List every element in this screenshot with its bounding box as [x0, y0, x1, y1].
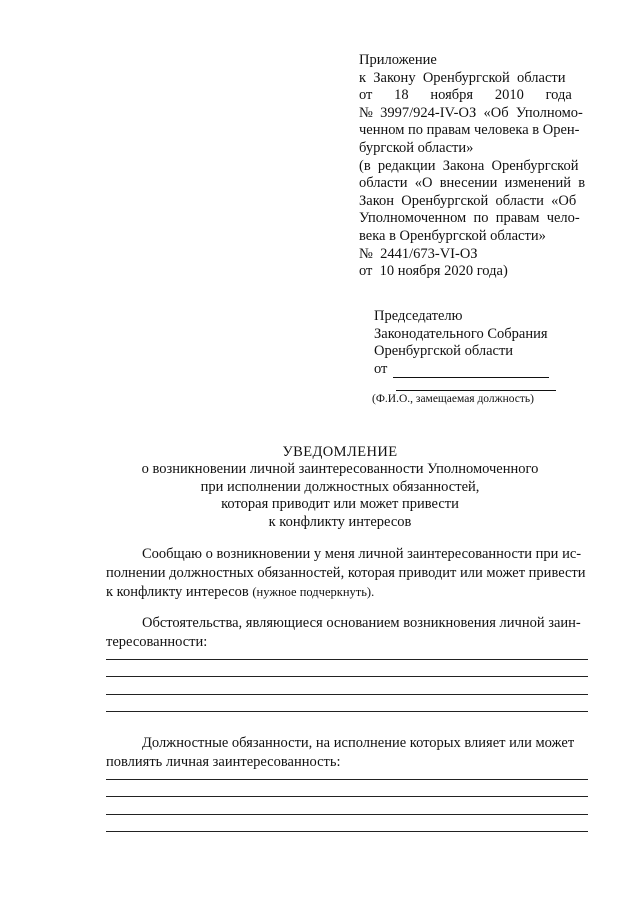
appendix-line: к Закону Оренбургской области [359, 69, 566, 86]
fill-line[interactable] [106, 659, 588, 660]
fill-line[interactable] [106, 711, 588, 712]
addressee-block [374, 308, 574, 378]
paragraph-duties [106, 734, 592, 772]
paragraph-line: повлиять личная заинтересованность: [106, 754, 341, 770]
notice-subtitle: которая приводит или может привести [221, 496, 459, 513]
appendix-line: Уполномоченном по правам чело- [359, 210, 580, 227]
paragraph-line: Должностные обязанности, на исполнение которых влияет или может [142, 735, 575, 751]
addressee-line: Законодательного Собрания [374, 325, 548, 342]
paragraph-line: Сообщаю о возникновении у меня личной заинтересованности при ис- [142, 546, 582, 562]
paragraph-line: Обстоятельства, являющиеся основанием возникновения личной заин- [142, 615, 581, 631]
paragraph-circumstances [106, 614, 592, 652]
fill-line[interactable] [106, 676, 588, 677]
appendix-line: (в редакции Закона Оренбургской [359, 157, 579, 174]
notice-subtitle: при исполнении должностных обязанностей, [200, 478, 480, 495]
paragraph-line: тересованности: [106, 634, 208, 650]
appendix-line: от 18 ноября 2010 года [359, 87, 572, 104]
appendix-line: ченном по правам человека в Орен- [359, 122, 580, 139]
appendix-line: № 2441/673-VI-ОЗ [359, 245, 478, 262]
addressee-line: Оренбургской области [374, 343, 514, 360]
paragraph-line: полнении должностных обязанностей, которая приводит или может привести [106, 565, 586, 581]
from-row [374, 361, 574, 379]
name-caption: (Ф.И.О., замещаемая должность) [372, 393, 534, 405]
paragraph-conflict [106, 545, 592, 602]
paragraph-line [106, 583, 592, 602]
name-fill-line[interactable] [396, 390, 556, 391]
addressee-line: Председателю [374, 308, 463, 324]
appendix-line: бургской области» [359, 139, 474, 156]
appendix-line: века в Оренбургской области» [359, 227, 546, 244]
notice-title: УВЕДОМЛЕНИЕ [282, 444, 398, 460]
fill-line[interactable] [106, 694, 588, 695]
appendix-line: № 3997/924-IV-ОЗ «Об Уполномо- [359, 104, 583, 121]
appendix-header [359, 52, 589, 281]
notice-subtitle: о возникновении личной заинтересованности Уполномоченного [141, 461, 539, 478]
fill-line[interactable] [106, 814, 588, 815]
from-fill-line[interactable] [393, 364, 549, 378]
appendix-line: от 10 ноября 2020 года) [359, 263, 508, 280]
appendix-line: Закон Оренбургской области «Об [359, 192, 577, 209]
appendix-line: области «О внесении изменений в [359, 175, 586, 192]
appendix-line: Приложение [359, 52, 437, 68]
fill-line[interactable] [106, 831, 588, 832]
paragraph-text: к конфликту интересов [106, 584, 249, 600]
fill-line[interactable] [106, 796, 588, 797]
notice-subtitle: к конфликту интересов [268, 513, 412, 530]
paragraph-note: (нужное подчеркнуть). [252, 585, 375, 599]
fill-line[interactable] [106, 779, 588, 780]
from-label: от [374, 360, 388, 377]
notice-title-block [90, 444, 590, 531]
